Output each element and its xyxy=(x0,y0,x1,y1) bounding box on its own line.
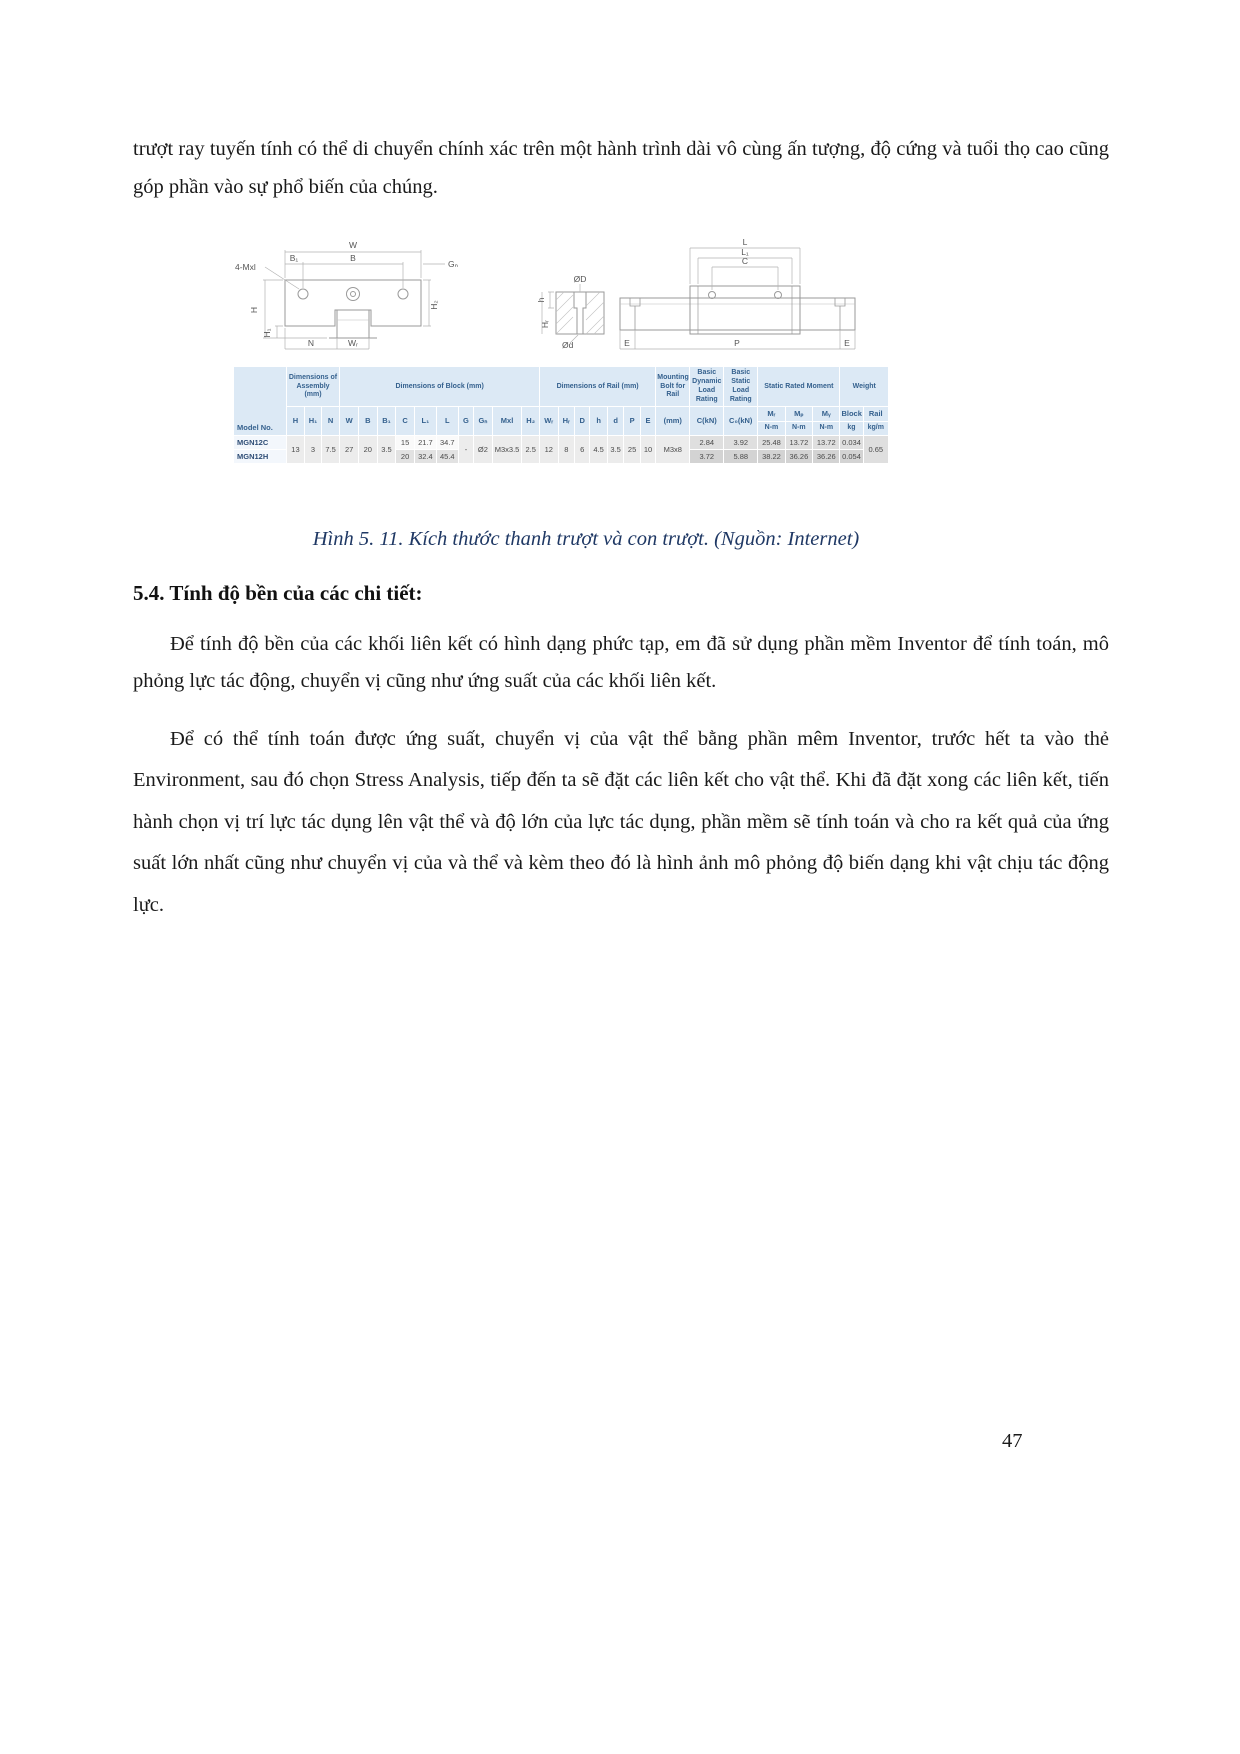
spec-cell: - xyxy=(458,435,473,463)
spec-cell: 7.5 xyxy=(321,435,340,463)
spec-cell: 0.65 xyxy=(863,435,889,463)
unit-header: kg/m xyxy=(863,421,889,435)
spec-cell: 0.054 xyxy=(840,449,863,463)
spec-cell: 36.26 xyxy=(813,449,840,463)
spec-cell: 20 xyxy=(396,449,415,463)
header-basic-dynamic: Basic Dynamic Load Rating xyxy=(690,367,724,407)
dim-label-h: H xyxy=(249,307,259,314)
spec-cell: 3 xyxy=(305,435,321,463)
spec-table xyxy=(233,366,889,463)
col-header: h xyxy=(590,407,608,435)
header-dim-rail: Dimensions of Rail (mm) xyxy=(539,367,655,407)
col-header-static-unit: C₀(kN) xyxy=(724,407,758,435)
col-header: d xyxy=(607,407,623,435)
dim-label-n: N xyxy=(307,338,315,349)
intro-paragraph: trượt ray tuyến tính có thể di chuyển chính xác trên một hành trình dài vô cùng ấn tượng, độ cứng và tuổi thọ cao cũng góp phần vào sự phổ biến của chúng. xyxy=(133,138,1109,198)
section-paragraph-2: Để có thể tính toán được ứng suất, chuyển vị của vật thể bằng phần mêm Inventor, trước hết ta vào thẻ Environment, sau đó chọn Stress Analysis, tiếp đến ta sẽ đặt các liên kết cho vật thể. Khi đã đặt xong các liên kết, tiến hành chọn vị trí lực tác dụng lên vật thể và độ lớn của lực tác dụng, phần mềm sẽ tính toán và cho ra kết quả của ứng suất lớn nhất cũng như chuyển vị của và thể và kèm theo đó là hình ảnh mô phỏng độ biến dạng khi vật chịu tác động lực. xyxy=(133,728,1109,916)
figure-caption: Hình 5. 11. Kích thước thanh trượt và con trượt. (Nguồn: Internet) xyxy=(312,527,860,550)
header-dim-assembly: Dimensions of Assembly (mm) xyxy=(286,367,340,407)
section-paragraph-1: Để tính độ bền của các khối liên kết có hình dạng phức tạp, em đã sử dụng phần mềm Inventor để tính toán, mô phỏng lực tác động, chuyển vị cũng như ứng suất của các khối liên kết. xyxy=(133,632,1109,693)
header-static-rated-moment: Static Rated Moment xyxy=(758,367,840,407)
model-cell: MGN12C xyxy=(234,435,287,449)
header-weight: Weight xyxy=(840,367,889,407)
spec-cell: 15 xyxy=(396,435,415,449)
spec-cell: 5.88 xyxy=(724,449,758,463)
spec-cell: Ø2 xyxy=(474,435,493,463)
spec-cell: 38.22 xyxy=(758,449,785,463)
spec-cell: 2.5 xyxy=(522,435,540,463)
col-header: D xyxy=(575,407,590,435)
col-header-mounting-unit: (mm) xyxy=(656,407,690,435)
col-header: H xyxy=(286,407,305,435)
spec-cell: 6 xyxy=(575,435,590,463)
dim-label-l: L xyxy=(742,237,748,248)
spec-cell: 0.034 xyxy=(840,435,863,449)
spec-cell: 25 xyxy=(624,435,640,463)
section-heading: 5.4. Tính độ bền của các chi tiết: xyxy=(133,580,423,605)
spec-cell: 2.84 xyxy=(690,435,724,449)
dim-label-hr: Hᵣ xyxy=(540,320,550,329)
col-header: W xyxy=(340,407,359,435)
dim-label-b: B xyxy=(350,253,356,264)
spec-cell: 36.26 xyxy=(785,449,812,463)
spec-cell: 32.4 xyxy=(414,449,436,463)
col-header: Rail xyxy=(863,407,889,421)
header-model-no: Model No. xyxy=(234,367,287,435)
col-header: Gₙ xyxy=(474,407,493,435)
model-cell: MGN12H xyxy=(234,449,287,463)
dim-label-e-left: E xyxy=(624,338,630,349)
col-header: E xyxy=(640,407,655,435)
col-header-dynamic-unit: C(kN) xyxy=(690,407,724,435)
spec-cell: 4.5 xyxy=(590,435,608,463)
dim-label-b1: B₁ xyxy=(289,253,299,264)
col-header: H₂ xyxy=(522,407,540,435)
dim-label-h2: H₂ xyxy=(429,300,439,311)
spec-cell: 3.5 xyxy=(377,435,396,463)
spec-cell: 20 xyxy=(359,435,378,463)
spec-cell: 13.72 xyxy=(785,435,812,449)
col-header: C xyxy=(396,407,415,435)
spec-cell: 25.48 xyxy=(758,435,785,449)
front-view-outline xyxy=(285,280,421,338)
col-header: H₁ xyxy=(305,407,321,435)
dim-label-gn: Gₙ xyxy=(448,259,458,270)
header-dim-block: Dimensions of Block (mm) xyxy=(340,367,540,407)
col-header: Wᵣ xyxy=(539,407,558,435)
spec-cell: M3x3.5 xyxy=(492,435,522,463)
spec-cell: 21.7 xyxy=(414,435,436,449)
col-header: L xyxy=(436,407,458,435)
unit-header: N-m xyxy=(813,421,840,435)
figure-5-11 xyxy=(233,236,891,463)
col-header: N xyxy=(321,407,340,435)
dim-label-e-right: E xyxy=(844,338,850,349)
front-view-dimensions xyxy=(263,250,445,349)
col-header: Mₚ xyxy=(785,407,812,421)
spec-cell: 8 xyxy=(558,435,574,463)
col-header: Mᵣ xyxy=(758,407,785,421)
spec-cell: 3.72 xyxy=(690,449,724,463)
spec-cell: 3.5 xyxy=(607,435,623,463)
dim-label-h1: H₁ xyxy=(262,328,272,338)
col-header: G xyxy=(458,407,473,435)
dim-label-od-small: Ød xyxy=(562,340,574,351)
technical-drawing xyxy=(233,236,891,358)
spec-cell: 34.7 xyxy=(436,435,458,449)
dim-label-od: ØD xyxy=(573,274,587,285)
side-view-outline xyxy=(556,286,855,334)
dim-label-wr: Wᵣ xyxy=(347,338,359,349)
page-number: 47 xyxy=(1002,1430,1023,1452)
col-header: Mᵧ xyxy=(813,407,840,421)
spec-cell: 45.4 xyxy=(436,449,458,463)
unit-header: N-m xyxy=(785,421,812,435)
header-mounting-bolt: Mounting Bolt for Rail xyxy=(656,367,690,407)
spec-cell: 13.72 xyxy=(813,435,840,449)
spec-cell: 12 xyxy=(539,435,558,463)
dim-label-c: C xyxy=(741,256,749,267)
header-basic-static: Basic Static Load Rating xyxy=(724,367,758,407)
col-header: B xyxy=(359,407,378,435)
col-header: Block xyxy=(840,407,863,421)
dim-label-l1: L₁ xyxy=(741,247,749,258)
page-content xyxy=(133,131,1109,926)
col-header: P xyxy=(624,407,640,435)
col-header: Mxl xyxy=(492,407,522,435)
spec-cell: M3x8 xyxy=(656,435,690,463)
col-header: L₁ xyxy=(414,407,436,435)
dim-label-bolt-callout: 4-Mxl xyxy=(235,262,256,273)
dim-label-p: P xyxy=(734,338,740,349)
spec-cell: 3.92 xyxy=(724,435,758,449)
col-header: Hᵣ xyxy=(558,407,574,435)
unit-header: kg xyxy=(840,421,863,435)
spec-cell: 10 xyxy=(640,435,655,463)
dim-label-w: W xyxy=(348,240,358,251)
spec-cell: 27 xyxy=(340,435,359,463)
col-header: B₁ xyxy=(377,407,396,435)
unit-header: N-m xyxy=(758,421,785,435)
dim-label-h-small: h xyxy=(536,298,546,303)
spec-cell: 13 xyxy=(286,435,305,463)
